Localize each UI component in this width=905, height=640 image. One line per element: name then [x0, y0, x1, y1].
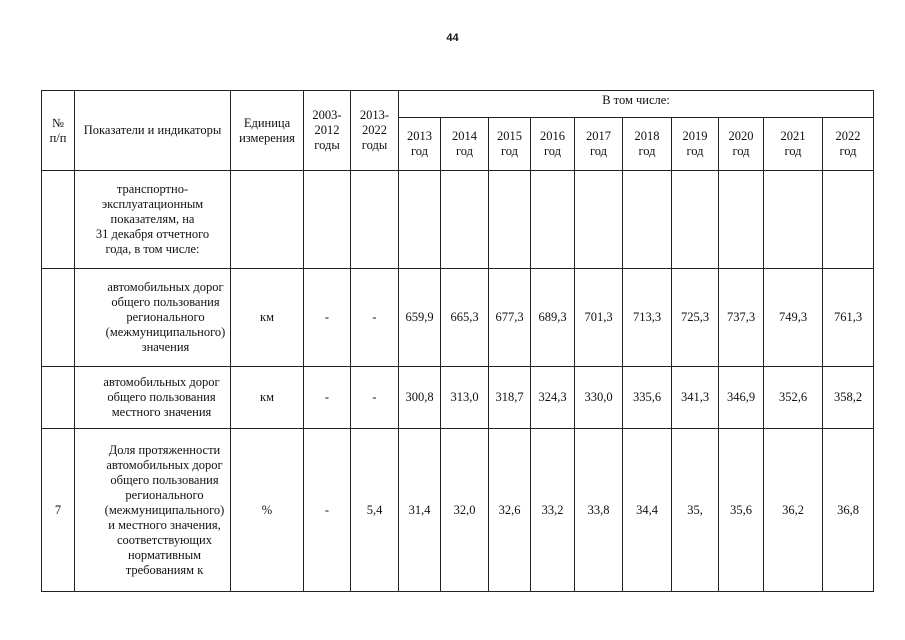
header-year: 2013 год — [399, 118, 441, 171]
header-year: 2016 год — [531, 118, 575, 171]
indicator-cell: транспортно- эксплуатационным показателям, на 31 декабря отчетного года, в том числе: — [75, 171, 231, 269]
value-cell — [672, 171, 719, 269]
header-year: 2015 год — [489, 118, 531, 171]
value-cell: 5,4 — [351, 429, 399, 592]
value-cell: 35,6 — [719, 429, 764, 592]
value-cell — [531, 171, 575, 269]
header-indicator: Показатели и индикаторы — [75, 91, 231, 171]
header-year: 2022 год — [823, 118, 874, 171]
value-cell: - — [304, 429, 351, 592]
value-cell: 36,8 — [823, 429, 874, 592]
table-row — [42, 429, 874, 592]
value-cell — [441, 171, 489, 269]
row-number — [42, 171, 75, 269]
value-cell: 665,3 — [441, 269, 489, 367]
value-cell: 659,9 — [399, 269, 441, 367]
value-cell: 341,3 — [672, 367, 719, 429]
header-year: 2017 год — [575, 118, 623, 171]
value-cell — [351, 171, 399, 269]
value-cell: - — [351, 367, 399, 429]
value-cell: 35, — [672, 429, 719, 592]
value-cell: 330,0 — [575, 367, 623, 429]
value-cell: 34,4 — [623, 429, 672, 592]
value-cell: 701,3 — [575, 269, 623, 367]
header-num: № п/п — [42, 91, 75, 171]
indicator-cell: Доля протяженности автомобильных дорог общего пользования регионального (межмуниципального) и местного значения, соответствующих нормативным требованиям к — [75, 429, 231, 592]
value-cell — [719, 171, 764, 269]
unit-cell: % — [231, 429, 304, 592]
value-cell: 713,3 — [623, 269, 672, 367]
header-unit: Единица измерения — [231, 91, 304, 171]
value-cell: 33,8 — [575, 429, 623, 592]
indicator-cell: автомобильных дорог общего пользования местного значения — [75, 367, 231, 429]
unit-cell — [231, 171, 304, 269]
value-cell: 677,3 — [489, 269, 531, 367]
value-cell — [623, 171, 672, 269]
value-cell: 318,7 — [489, 367, 531, 429]
indicator-cell: автомобильных дорог общего пользования регионального (межмуниципального) значения — [75, 269, 231, 367]
value-cell — [304, 171, 351, 269]
header-year: 2021 год — [764, 118, 823, 171]
header-including: В том числе: — [399, 91, 874, 118]
value-cell: 32,6 — [489, 429, 531, 592]
value-cell: 36,2 — [764, 429, 823, 592]
value-cell — [823, 171, 874, 269]
value-cell: 324,3 — [531, 367, 575, 429]
value-cell: 335,6 — [623, 367, 672, 429]
value-cell: 749,3 — [764, 269, 823, 367]
value-cell: 300,8 — [399, 367, 441, 429]
value-cell: 689,3 — [531, 269, 575, 367]
value-cell — [489, 171, 531, 269]
value-cell: - — [304, 269, 351, 367]
value-cell: 31,4 — [399, 429, 441, 592]
header-year: 2018 год — [623, 118, 672, 171]
value-cell: 313,0 — [441, 367, 489, 429]
row-number: 7 — [42, 429, 75, 592]
page-number: 44 — [446, 32, 459, 44]
header-year: 2014 год — [441, 118, 489, 171]
indicators-table — [41, 90, 874, 592]
header-period-2003-2012: 2003- 2012 годы — [304, 91, 351, 171]
table-row — [42, 171, 874, 269]
value-cell: 761,3 — [823, 269, 874, 367]
value-cell: - — [304, 367, 351, 429]
value-cell: 352,6 — [764, 367, 823, 429]
value-cell: 32,0 — [441, 429, 489, 592]
table-row — [42, 367, 874, 429]
value-cell: 737,3 — [719, 269, 764, 367]
value-cell — [575, 171, 623, 269]
header-period-2013-2022: 2013- 2022 годы — [351, 91, 399, 171]
value-cell: 358,2 — [823, 367, 874, 429]
value-cell: 33,2 — [531, 429, 575, 592]
value-cell — [399, 171, 441, 269]
value-cell: 346,9 — [719, 367, 764, 429]
unit-cell: км — [231, 269, 304, 367]
value-cell: 725,3 — [672, 269, 719, 367]
value-cell — [764, 171, 823, 269]
header-year: 2019 год — [672, 118, 719, 171]
value-cell: - — [351, 269, 399, 367]
header-year: 2020 год — [719, 118, 764, 171]
row-number — [42, 269, 75, 367]
table-row — [42, 269, 874, 367]
unit-cell: км — [231, 367, 304, 429]
row-number — [42, 367, 75, 429]
